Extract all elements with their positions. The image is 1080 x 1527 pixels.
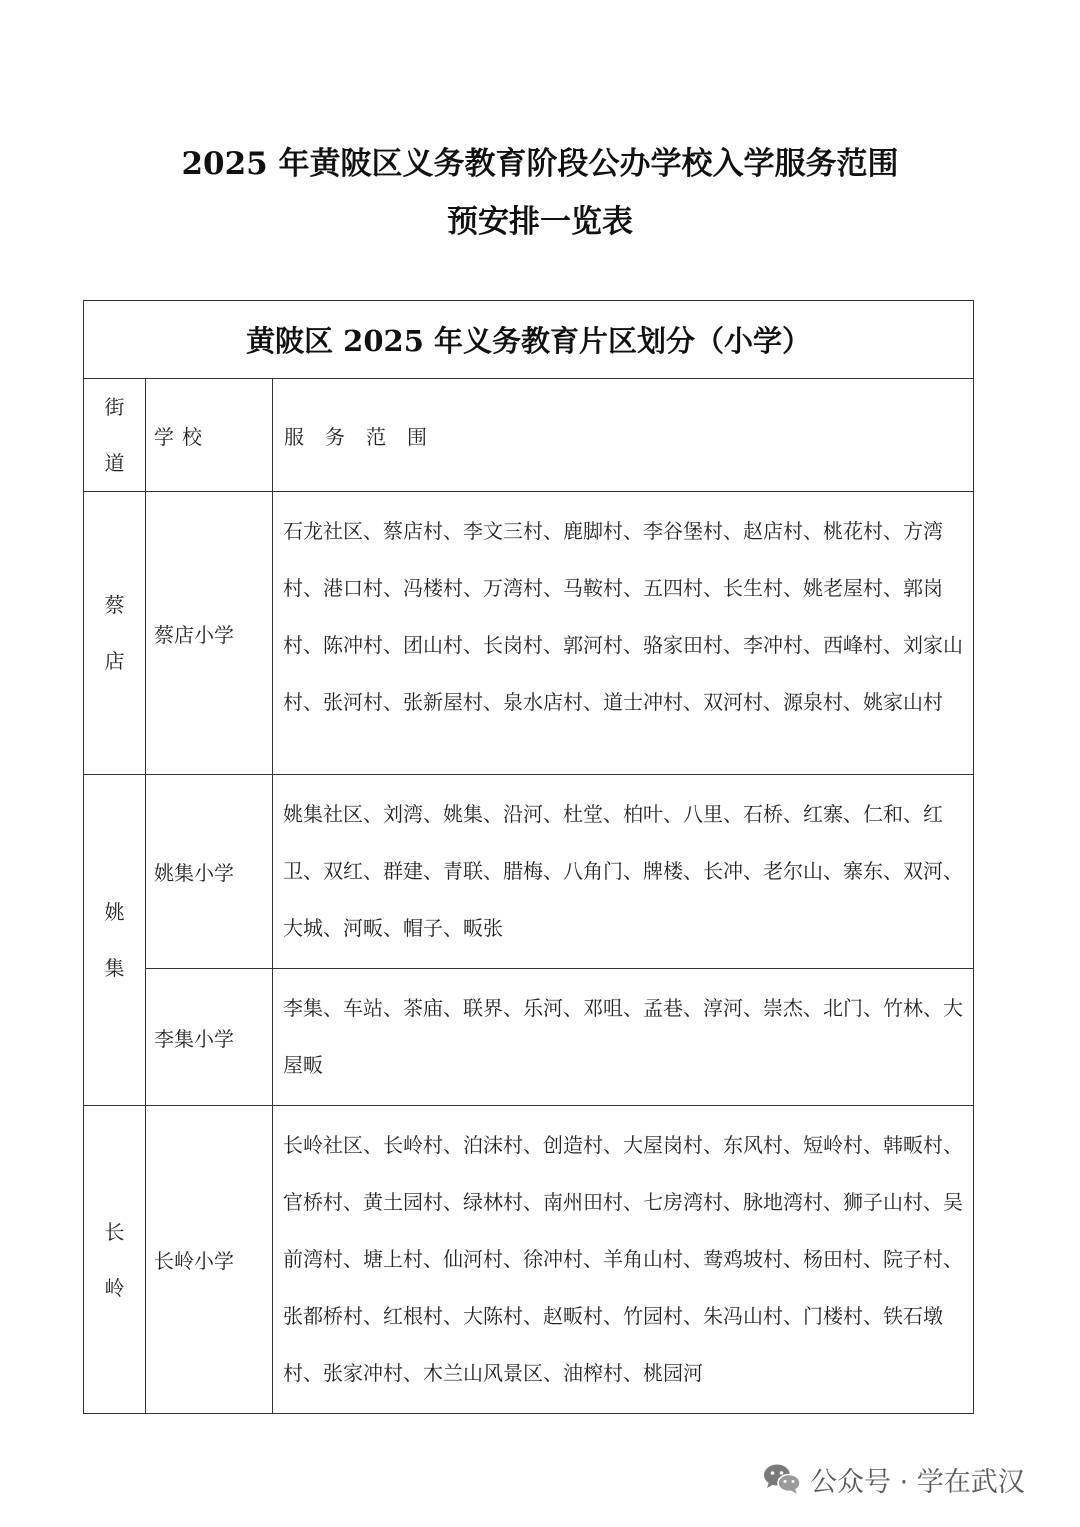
document-title-line-1: 2025 年黄陂区义务教育阶段公办学校入学服务范围 [181,146,899,182]
watermark [762,1456,1025,1502]
table-row [84,492,974,775]
header-street-char: 道 [104,451,125,475]
street-char: 长 [104,1219,125,1244]
table-row [84,969,974,1106]
school-cell: 长岭小学 [146,1106,273,1414]
street-char: 岭 [104,1275,125,1300]
range-cell: 石龙社区、蔡店村、李文三村、鹿脚村、李谷堡村、赵店村、桃花村、方湾村、港口村、冯楼村、万湾村、马鞍村、五四村、长生村、姚老屋村、郭岗村、陈冲村、团山村、长岗村、郭河村、骆家田村、李冲村、西峰村、刘家山村、张河村、张新屋村、泉水店村、道士冲村、双河村、源泉村、姚家山村 [273,492,974,775]
range-cell: 长岭社区、长岭村、泊沫村、创造村、大屋岗村、东风村、短岭村、韩畈村、官桥村、黄土园村、绿林村、南州田村、七房湾村、脉地湾村、狮子山村、吴前湾村、塘上村、仙河村、徐冲村、羊角山村、鸯鸡坡村、杨田村、院子村、张都桥村、红根村、大陈村、赵畈村、竹园村、朱冯山村、门楼村、铁石墩村、张家冲村、木兰山风景区、油榨村、桃园河 [273,1106,974,1414]
range-cell: 姚集社区、刘湾、姚集、沿河、杜堂、柏叶、八里、石桥、红寨、仁和、红卫、双红、群建、青联、腊梅、八角门、牌楼、长冲、老尔山、寨东、双河、大城、河畈、帽子、畈张 [273,775,974,969]
school-cell: 蔡店小学 [146,492,273,775]
document-title-line-2: 预安排一览表 [447,204,633,240]
table-caption: 黄陂区 2025 年义务教育片区划分（小学） [84,301,974,379]
range-cell: 李集、车站、茶庙、联界、乐河、邓咀、孟巷、淳河、崇杰、北门、竹林、大屋畈 [273,969,974,1106]
street-cell-yaoji [84,775,146,1106]
watermark-text: 公众号 · 学在武汉 [810,1466,1025,1498]
header-school: 学校 [146,379,273,492]
header-range: 服务范围 [273,379,974,492]
school-cell: 姚集小学 [146,775,273,969]
street-cell-changling [84,1106,146,1414]
table-caption-row [84,301,974,379]
header-street [84,379,146,492]
street-char: 店 [104,649,125,673]
zone-table [83,300,974,1414]
table-header-row [84,379,974,492]
street-cell-caidian [84,492,146,775]
table-row [84,775,974,969]
school-cell: 李集小学 [146,969,273,1106]
street-char: 集 [104,956,125,980]
street-char: 蔡 [104,593,125,617]
wechat-icon [762,1462,802,1496]
table-row [84,1106,974,1414]
street-char: 姚 [104,900,125,924]
header-street-char: 街 [104,395,125,419]
